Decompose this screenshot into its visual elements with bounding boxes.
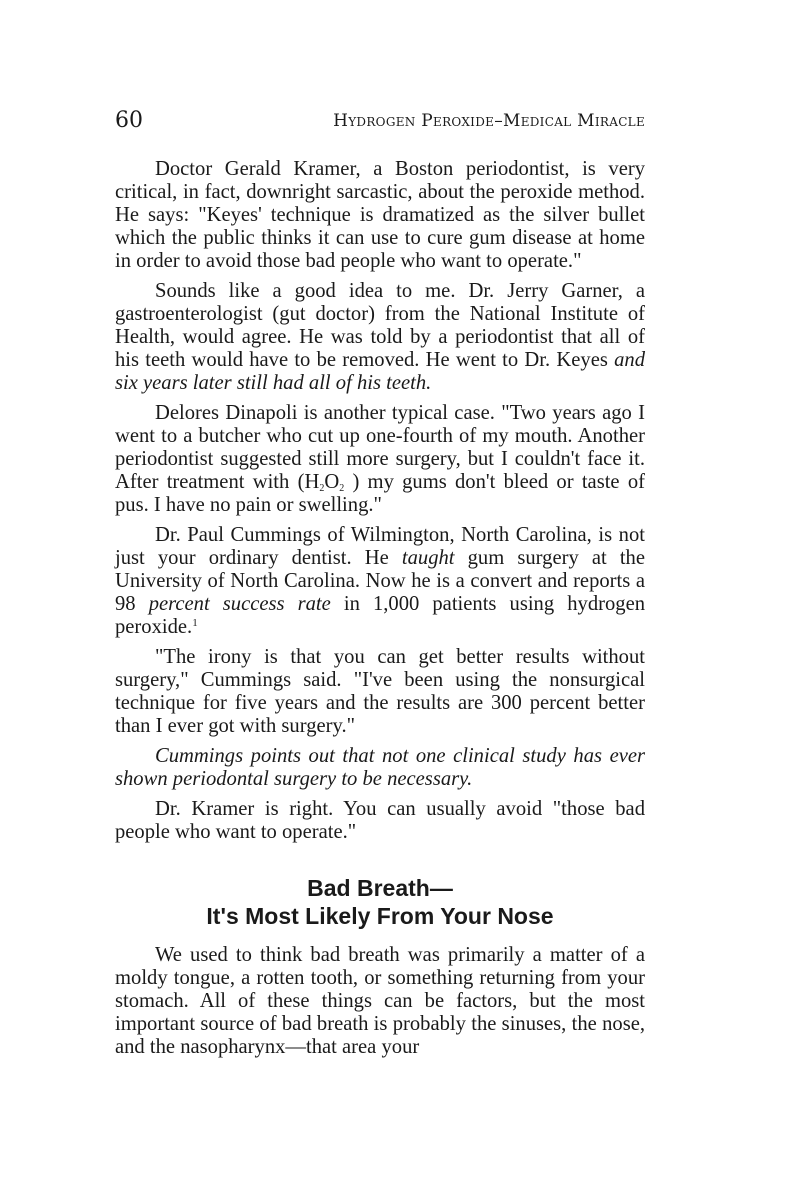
paragraph-text: Delores Dinapoli is another typical case. "Two years ago I went to a butcher who cut up one-fourth of my mouth. Another periodontist suggested still more surgery, but I couldn't face it. After treatment with (H — [115, 402, 645, 493]
paragraph-cummings — [115, 524, 645, 639]
subscript: 2 — [319, 483, 325, 494]
paragraph-italic-claim — [115, 745, 645, 791]
paragraph-text: O — [324, 471, 340, 493]
paragraph-text: "The irony is that you can get better results without surgery," Cummings said. "I've been using the nonsurgical technique for five years and the results are 300 percent better than I ever got with surgery." — [115, 646, 645, 737]
paragraph-dinapoli — [115, 402, 645, 517]
italic-word: taught — [401, 547, 455, 569]
italic-phrase: percent success rate — [148, 593, 331, 615]
paragraph-text: ) my gums don't bleed or taste of pus. I have no pain or swelling." — [115, 471, 645, 516]
paragraph-irony-quote — [115, 646, 645, 738]
paragraph-text: Cummings points out that not one clinical study has ever shown periodontal surgery to be necessary. — [115, 745, 645, 790]
footnote-marker: 1 — [192, 617, 198, 629]
running-head: Hydrogen Peroxide–Medical Miracle — [333, 111, 645, 131]
paragraph-text: Dr. Kramer is right. You can usually avoid "those bad people who want to operate." — [115, 798, 645, 843]
paragraph-garner — [115, 280, 645, 395]
section-heading-line2: It's Most Likely From Your Nose — [206, 903, 554, 929]
paragraph-text: in 1,000 patients using hydrogen peroxide. — [115, 593, 646, 638]
paragraph-text: Dr. Paul Cummings of Wilmington, North Carolina, is not just your ordinary dentist. He — [115, 524, 645, 569]
paragraph-kramer-right — [115, 798, 645, 844]
paragraph-text: We used to think bad breath was primarily a matter of a moldy tongue, a rotten tooth, or something returning from your stomach. All of these things can be factors, but the most important source of bad breath is probably the sinuses, the nose, and the nasopharynx—that area your — [115, 944, 645, 1058]
page-header — [115, 108, 645, 138]
page-body — [115, 158, 645, 1066]
section-heading — [115, 874, 645, 930]
italic-phrase: and six years later still had all of his teeth. — [115, 349, 645, 394]
section-heading-line1: Bad Breath— — [307, 875, 453, 901]
paragraph-text: Doctor Gerald Kramer, a Boston periodontist, is very critical, in fact, downright sarcastic, about the peroxide method. He says: "Keyes' technique is dramatized as the silver bullet which the public thinks it can use to cure gum disease at home in order to avoid those bad people who want to operate." — [115, 158, 645, 272]
paragraph-text: Sounds like a good idea to me. Dr. Jerry Garner, a gastroenterologist (gut doctor) from the National Institute of Health, would agree. He was told by a periodontist that all of his teeth would have to be removed. He went to Dr. Keyes — [115, 280, 645, 371]
subscript: 2 — [339, 483, 345, 494]
paragraph-kramer — [115, 158, 645, 273]
page-number: 60 — [115, 108, 143, 133]
paragraph-text: gum surgery at the University of North Carolina. Now he is a convert and reports a 98 — [115, 547, 645, 615]
paragraph-bad-breath — [115, 944, 645, 1059]
